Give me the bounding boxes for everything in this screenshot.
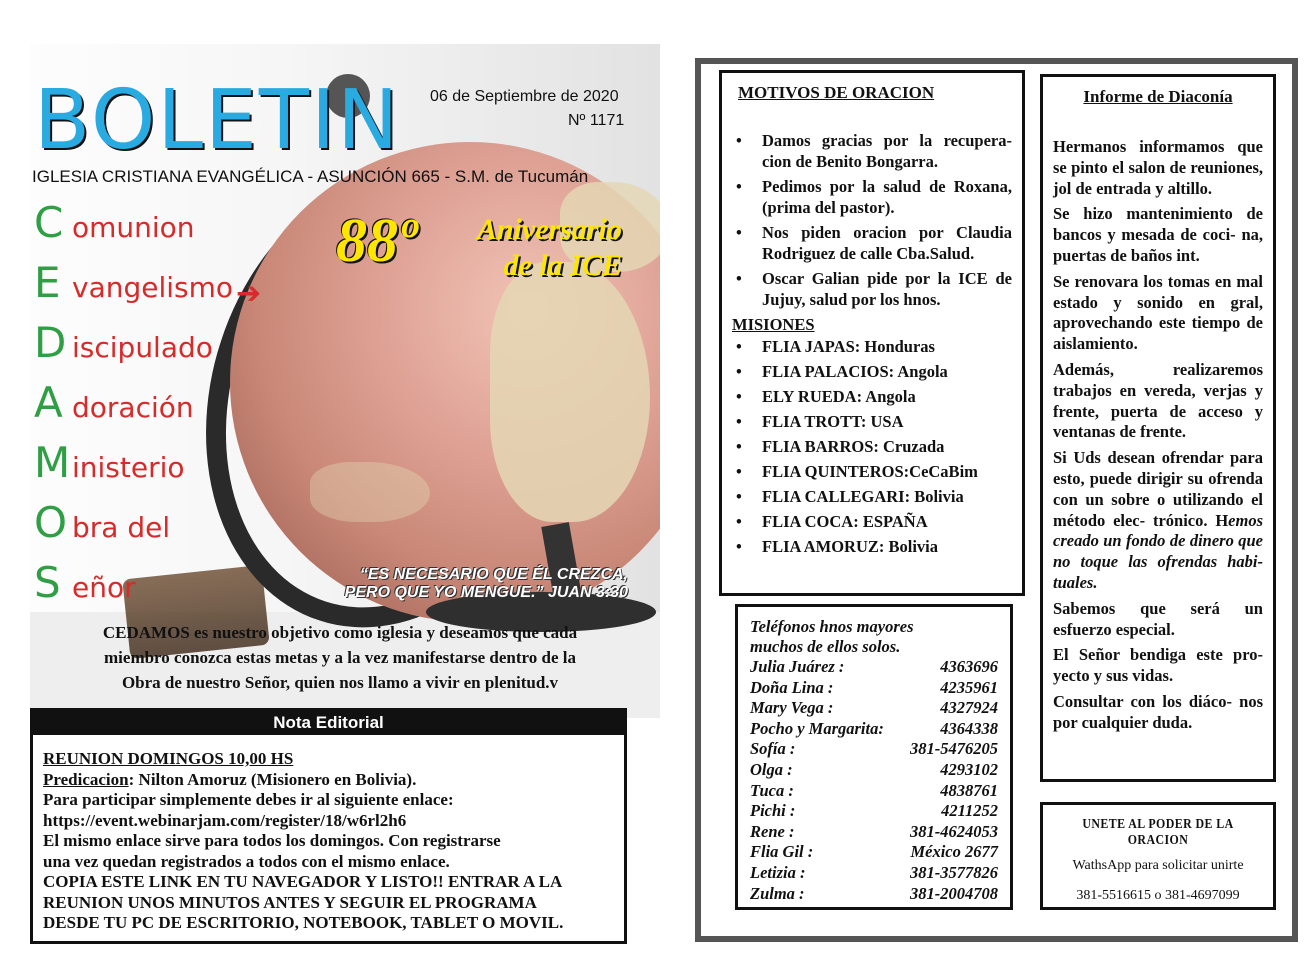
- list-item: • Pedimos por la salud de Roxana,(prima del pastor).: [732, 177, 1012, 218]
- contact-phone: 381-3577826: [910, 862, 998, 882]
- bible-verse: [300, 566, 628, 603]
- list-item: • FLIA TROTT: USA: [732, 412, 1012, 433]
- list-item: • FLIA QUINTEROS:CeCaBim: [732, 462, 1012, 483]
- contact-name: Rene :: [750, 821, 795, 841]
- report-paragraph: Se hizo mantenimiento de bancos y mesada de coci- na, puertas de baños int.: [1053, 204, 1263, 265]
- prayer-group-numbers: 381-5516615 o 381-4697099: [1076, 888, 1240, 903]
- issue-number: Nº 1171: [568, 112, 625, 129]
- contact-name: Doña Lina :: [750, 677, 834, 697]
- phone-row: [750, 781, 998, 802]
- phone-row: [750, 760, 998, 781]
- prayer-requests-box: [719, 70, 1025, 596]
- editorial-line: Para participar simplemente debes ir al siguiente enlace:: [43, 790, 454, 809]
- prayer-group-subtitle: WathsApp para solicitar unirte: [1072, 858, 1244, 873]
- church-name: IGLESIA CRISTIANA EVANGÉLICA - ASUNCIÓN 665 - S.M. de Tucumán: [32, 167, 589, 186]
- acrostic-line: [34, 378, 194, 427]
- acrostic-line: [34, 498, 170, 547]
- phone-row: [750, 842, 998, 863]
- acrostic-word: bra del: [72, 511, 171, 544]
- editorial-line: REUNION UNOS MINUTOS ANTES Y SEGUIR EL PROGRAMA: [43, 892, 537, 912]
- contact-name: Sofía :: [750, 739, 796, 759]
- contact-phone: 4235961: [940, 677, 998, 697]
- acrostic-word: vangelismo: [72, 271, 234, 304]
- prayer-requests-list: [732, 131, 1012, 310]
- contact-name: Flia Gil :: [750, 842, 814, 862]
- phone-row: [750, 678, 998, 699]
- acrostic-word: omunion: [72, 211, 195, 244]
- verse-line: PERO QUE YO MENGUE.” JUAN 3:30: [344, 584, 628, 602]
- contact-name: Mary Vega :: [750, 698, 834, 718]
- phone-row: [750, 801, 998, 822]
- editorial-box: [30, 708, 627, 944]
- contact-name: Zulma :: [750, 883, 805, 903]
- phone-row: [750, 657, 998, 678]
- contact-name: Julia Juárez :: [750, 657, 845, 676]
- acrostic-letter: C: [34, 198, 64, 247]
- acrostic-letter: S: [34, 558, 61, 607]
- acrostic-word: doración: [72, 391, 194, 424]
- cedamos-line: miembro conozca estas metas y a la vez manifestarse dentro de la: [104, 648, 576, 667]
- phone-row: [750, 739, 998, 760]
- prayer-group-box: [1040, 802, 1276, 910]
- deacon-report-body: [1053, 137, 1263, 734]
- contact-name: Pichi :: [750, 801, 796, 821]
- report-text: Si Uds desean ofrendar para esto, puede dirigir su ofrenda con un sobre o utilizando el método elec- trónico. H: [1053, 448, 1263, 530]
- contact-phone: 4293102: [940, 759, 998, 779]
- anniversary-line: de la ICE: [503, 249, 622, 282]
- phone-row: [750, 822, 998, 843]
- contact-name: Letizia :: [750, 862, 806, 882]
- editorial-header: Nota Editorial: [33, 711, 624, 735]
- phone-list-title: Teléfonos hnos mayores: [750, 617, 914, 636]
- acrostic-word: iscipulado: [72, 331, 213, 364]
- list-item: • Damos gracias por la recupera- cion de Benito Bongarra.: [732, 131, 1012, 172]
- predicacion-line: [43, 770, 624, 791]
- reunion-heading: REUNION DOMINGOS 10,00 HS: [43, 749, 294, 768]
- meeting-link[interactable]: https://event.webinarjam.com/register/18/w6rl2h6: [43, 810, 407, 830]
- acrostic-letter: E: [34, 258, 61, 307]
- editorial-line: DESDE TU PC DE ESCRITORIO, NOTEBOOK, TABLET O MOVIL.: [43, 913, 564, 932]
- deacon-report-title: Informe de Diaconía: [1083, 87, 1233, 106]
- contact-phone: 4327924: [940, 698, 998, 718]
- list-item: • Oscar Galian pide por la ICE de Jujuy, salud por los hnos.: [732, 269, 1012, 310]
- report-paragraph: El Señor bendiga este pro- yecto y sus vidas.: [1053, 645, 1263, 686]
- report-paragraph: Sabemos que será un esfuerzo especial.: [1053, 598, 1263, 639]
- acrostic-letter: D: [34, 318, 67, 367]
- verse-line: “ES NECESARIO QUE ÉL CREZCA,: [359, 566, 628, 583]
- editorial-line: una vez quedan registrados a todos con el mismo enlace.: [43, 851, 450, 871]
- phone-row: [750, 884, 998, 905]
- contact-phone: 4211252: [941, 801, 998, 821]
- editorial-line: El mismo enlace sirve para todos los domingos. Con registrarse: [43, 831, 501, 850]
- anniversary-number: 88º: [336, 207, 417, 275]
- list-item: • FLIA PALACIOS: Angola: [732, 362, 1012, 383]
- contact-name: Olga :: [750, 759, 793, 779]
- contact-name: Pocho y Margarita:: [750, 718, 884, 738]
- prayer-group-title: UNETE AL PODER DE LA ORACION: [1082, 817, 1234, 848]
- arrow-right-icon: ➔: [236, 276, 262, 311]
- report-paragraph: [1053, 448, 1263, 594]
- acrostic-letter: A: [34, 378, 63, 427]
- phone-list-subtitle: muchos de ellos solos.: [750, 637, 901, 656]
- acrostic-line: [34, 558, 136, 607]
- cedamos-line: Obra de nuestro Señor, quien nos llamo a vivir en plenitud.v: [121, 673, 559, 692]
- list-item: • FLIA COCA: ESPAÑA: [732, 512, 1012, 533]
- cedamos-description: [40, 620, 640, 695]
- anniversary-text: [462, 212, 622, 284]
- list-item: • FLIA JAPAS: Honduras: [732, 337, 1012, 358]
- contact-phone: 4363696: [940, 657, 998, 676]
- list-item: • FLIA BARROS: Cruzada: [732, 437, 1012, 458]
- predicacion-label: Predicacion: [43, 769, 129, 789]
- acrostic-letter: M: [34, 438, 71, 487]
- contact-phone: México 2677: [910, 842, 998, 862]
- report-paragraph: Hermanos informamos que se pinto el salon de reuniones, jol de entrada y altillo.: [1053, 137, 1263, 198]
- missions-title: MISIONES: [732, 315, 815, 334]
- acrostic-word: eñor: [72, 571, 136, 604]
- list-item: • Nos piden oracion por Claudia Rodriguez de calle Cba.Salud.: [732, 223, 1012, 264]
- list-item: • FLIA AMORUZ: Bolivia: [732, 537, 1012, 558]
- bulletin-title: BOLETIN: [34, 73, 401, 168]
- cedamos-line: CEDAMOS es nuestro objetivo como iglesia y deseamos que cada: [102, 623, 578, 642]
- contact-phone: 381-4624053: [910, 821, 998, 841]
- contact-name: Tuca :: [750, 780, 794, 800]
- contact-phone: 4838761: [940, 780, 998, 800]
- anniversary-line: Aniversario: [476, 213, 622, 246]
- report-paragraph: Consultar con los diáco- nos por cualquier duda.: [1053, 691, 1263, 732]
- deacon-report-box: [1040, 74, 1276, 782]
- report-paragraph: Además, realizaremos trabajos en vereda, verjas y frente, puerta de acceso y ventanas de frente.: [1053, 359, 1263, 442]
- acrostic-letter: O: [34, 498, 68, 547]
- phone-row: [750, 719, 998, 740]
- issue-date: 06 de Septiembre de 2020: [430, 88, 619, 105]
- phone-list-box: [735, 604, 1013, 910]
- phone-row: [750, 698, 998, 719]
- list-item: • ELY RUEDA: Angola: [732, 387, 1012, 408]
- acrostic-word: inisterio: [72, 451, 185, 484]
- acrostic-line: [34, 258, 233, 307]
- contact-phone: 381-2004708: [910, 883, 998, 903]
- acrostic-line: [34, 438, 185, 487]
- missions-list: [732, 337, 1012, 558]
- editorial-body: [33, 735, 624, 934]
- prayer-requests-title: MOTIVOS DE ORACION: [738, 83, 935, 102]
- editorial-line: COPIA ESTE LINK EN TU NAVEGADOR Y LISTO!! ENTRAR A LA: [43, 872, 563, 891]
- report-paragraph: Se renovara los tomas en mal estado y sonido en gral, aprovechando este tiempo de aislamiento.: [1053, 271, 1263, 354]
- contact-phone: 4364338: [940, 718, 998, 738]
- report-italic-text: emos creado un fondo de dinero que no toque las ofrendas habi- tuales.: [1053, 510, 1263, 592]
- phone-row: [750, 863, 998, 884]
- list-item: • FLIA CALLEGARI: Bolivia: [732, 487, 1012, 508]
- acrostic-line: [34, 198, 195, 247]
- predicacion-text: : Nilton Amoruz (Misionero en Bolivia).: [128, 769, 417, 789]
- acrostic-line: [34, 318, 213, 367]
- contact-phone: 381-5476205: [910, 739, 998, 759]
